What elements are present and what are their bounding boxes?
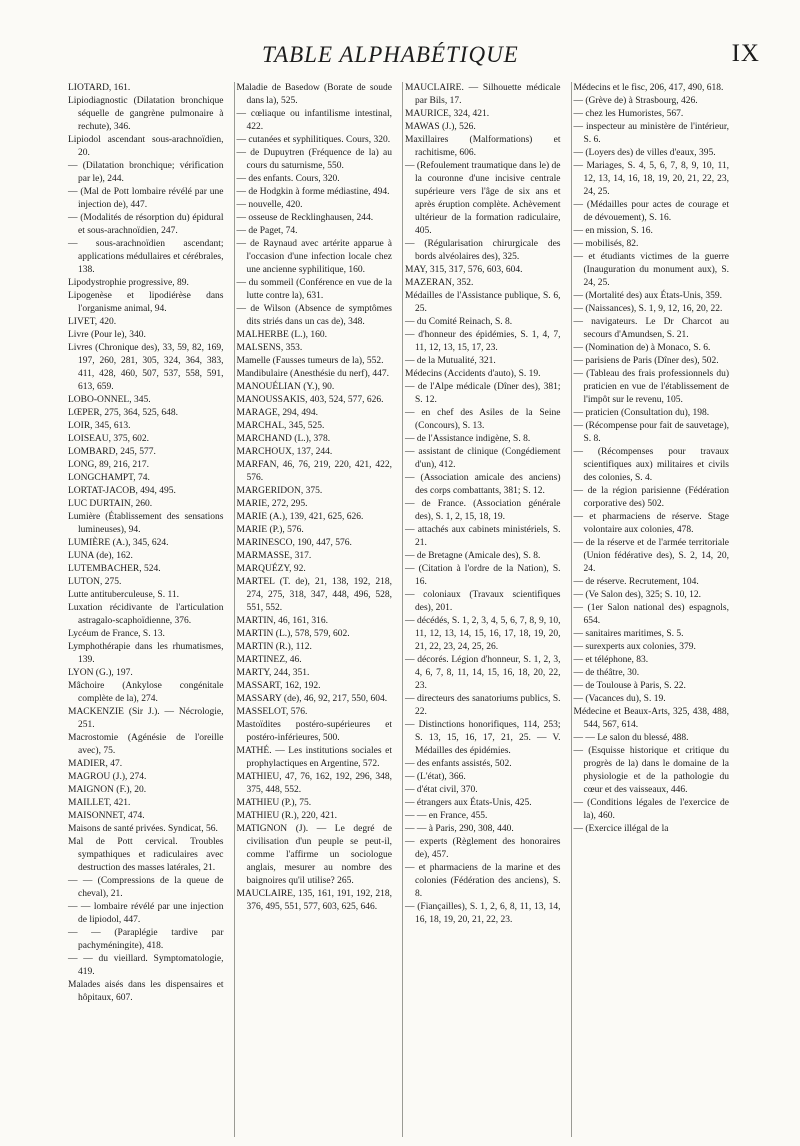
index-entry: — (Dilatation bronchique; vérification par le), 244. [68,161,224,184]
index-entry: — nouvelle, 420. [236,200,303,210]
index-entry: LŒPER, 275, 364, 525, 648. [68,408,179,418]
index-entry: — de l'Assistance indigène, S. 8. [405,434,531,444]
index-column-4 [571,82,732,1137]
index-entry: Mal de Pott cervical. Troubles sympathiques et radiculaires avec destruction des masses latérales, 21. [68,837,224,873]
index-entry: MARMASSE, 317. [236,551,312,561]
index-entry: MALSENS, 353. [236,343,303,353]
index-entry: — (Récompenses pour travaux scientifiques aux) militaires et civils des colonies, S. 4. [573,447,729,483]
index-entry: Lipiodiagnostic (Dilatation bronchique séquelle de gangrène pulmonaire à rechute), 346. [68,96,224,132]
index-entry: — (Esquisse historique et critique du progrès de la) dans le domaine de la physiologie et de la pathologie du cœur et des vaisseaux, 446. [573,746,729,795]
index-entry: — (Médailles pour actes de courage et de dévouement), S. 16. [573,200,729,223]
index-entry: — sous-arachnoïdien ascendant; applications médullaires et cérébrales, 138. [68,239,224,275]
index-entry: — de France. (Association générale des), S. 1, 2, 15, 18, 19. [405,499,561,522]
index-entry: — — en France, 455. [405,811,488,821]
index-entry: — de Raynaud avec artérite apparue à l'occasion d'une infection locale chez une ancienne syphilitique, 160. [236,239,392,275]
index-entry: — cœliaque ou infantilisme intestinal, 422. [236,109,392,132]
index-entry: MATHÉ. — Les institutions sociales et prophylactiques en Argentine, 572. [236,746,392,769]
index-entry: — navigateurs. Le Dr Charcot au secours d'Amundsen, S. 21. [573,317,729,340]
index-entry: — décorés. Légion d'honneur, S. 1, 2, 3, 4, 6, 7, 8, 11, 14, 15, 16, 18, 20, 22, 23. [405,655,561,691]
index-entry: MARINESCO, 190, 447, 576. [236,538,352,548]
index-entry: MARGERIDON, 375. [236,486,323,496]
index-entry: — inspecteur au ministère de l'intérieur, S. 6. [573,122,729,145]
index-entry: — attachés aux cabinets ministériels, S. 21. [405,525,561,548]
index-entry: LUNA (de), 162. [68,551,133,561]
index-columns [66,82,731,1137]
index-entry: Lumière (Établissement des sensations lumineuses), 94. [68,512,224,535]
index-entry: — d'honneur des épidémies, S. 1, 4, 7, 11, 12, 13, 15, 17, 23. [405,330,561,353]
index-entry: LIOTARD, 161. [68,83,131,93]
index-entry: LIVET, 420. [68,317,117,327]
index-entry: — (Récompense pour fait de sauvetage), S. 8. [573,421,729,444]
index-entry: MARCHAL, 345, 525. [236,421,325,431]
index-entry: — et pharmaciens de la marine et des colonies (Fédération des anciens), S. 8. [405,863,561,899]
index-entry: MAGROU (J.), 274. [68,772,147,782]
index-entry: — d'état civil, 370. [405,785,478,795]
index-entry: — (Loyers des) de villes d'eaux, 395. [573,148,716,158]
index-entry: — de Toulouse à Paris, S. 22. [573,681,686,691]
index-entry: — (Citation à l'ordre de la Nation), S. 16. [405,564,561,587]
index-entry: Lipiodol ascendant sous-arachnoïdien, 20. [68,135,224,158]
index-entry: LORTAT-JACOB, 494, 495. [68,486,176,496]
index-entry: MARCHAND (L.), 378. [236,434,331,444]
index-entry: Mandibulaire (Anesthésie du nerf), 447. [236,369,389,379]
index-entry: MARCHOUX, 137, 244. [236,447,333,457]
index-entry: — du Comité Reinach, S. 8. [405,317,513,327]
index-entry: — — à Paris, 290, 308, 440. [405,824,514,834]
index-entry: — mobilisés, 82. [573,239,639,249]
index-entry: MARIE (A.), 139, 421, 625, 626. [236,512,364,522]
index-entry: — — (Paraplégie tardive par pachyméningite), 418. [68,928,224,951]
index-entry: Maxillaires (Malformations) et rachitisme, 606. [405,135,561,158]
index-entry: — de Hodgkin à forme médiastine, 494. [236,187,390,197]
index-entry: — (Régularisation chirurgicale des bords alvéolaires des), 325. [405,239,561,262]
index-entry: — (L'état), 366. [405,772,466,782]
index-entry: MARTIN, 46, 161, 316. [236,616,329,626]
index-entry: MAIGNON (F.), 20. [68,785,147,795]
index-entry: — osseuse de Recklinghausen, 244. [236,213,374,223]
index-entry: Livre (Pour le), 340. [68,330,146,340]
index-entry: MARFAN, 46, 76, 219, 220, 421, 422, 576. [236,460,392,483]
index-entry: Maisons de santé privées. Syndicat, 56. [68,824,218,834]
index-entry: — chez les Humoristes, 567. [573,109,684,119]
index-entry: MANOUSSAKIS, 403, 524, 577, 626. [236,395,384,405]
index-entry: LUC DURTAIN, 260. [68,499,153,509]
index-entry: Lipodystrophie progressive, 89. [68,278,189,288]
index-entry: — (Grève de) à Strasbourg, 426. [573,96,698,106]
index-entry: — — du vieillard. Symptomatologie, 419. [68,954,224,977]
index-entry: — (Modalités de résorption du) épidural et sous-arachnoïdien, 247. [68,213,224,236]
index-entry: MAUCLAIRE. — Silhouette médicale par Bils, 17. [405,83,561,106]
index-entry: MANOUÉLIAN (Y.), 90. [236,382,335,392]
index-entry: — (Nomination de) à Monaco, S. 6. [573,343,711,353]
index-entry: — des enfants assistés, 502. [405,759,512,769]
index-entry: — (Mortalité des) aux États-Unis, 359. [573,291,723,301]
index-entry: — (Association amicale des anciens) des corps combattants, 381; S. 12. [405,473,561,496]
index-entry: Lutte antituberculeuse, S. 11. [68,590,179,600]
index-entry: MAWAS (J.), 526. [405,122,476,132]
index-entry: MARAGE, 294, 494. [236,408,319,418]
index-entry: — de Bretagne (Amicale des), S. 8. [405,551,541,561]
index-entry: LOIR, 345, 613. [68,421,131,431]
index-entry: Médecins et le fisc, 206, 417, 490, 618. [573,83,724,93]
index-entry: — (Ve Salon des), 325; S. 10, 12. [573,590,701,600]
index-entry: — (Vacances du), S. 19. [573,694,666,704]
index-entry: Maladie de Basedow (Borate de soude dans la), 525. [236,83,392,106]
index-entry: — (Refoulement traumatique dans le) de la couronne d'une incisive centrale supérieure vers l'âge de six ans et après éruption complète. Achèvement ultérieur de la formation radiculaire, 405. [405,161,561,236]
index-entry: MADIER, 47. [68,759,123,769]
index-entry: — (Tableau des frais professionnels du) praticien en vue de l'établissement de l'impôt sur le revenu, 105. [573,369,729,405]
index-entry: — de la région parisienne (Fédération corporative des) 502. [573,486,729,509]
page-number: IX [731,40,760,67]
index-entry: MARTIN (R.), 112. [236,642,312,652]
index-entry: Livres (Chronique des), 33, 59, 82, 169, 197, 260, 281, 305, 324, 364, 383, 411, 428, 460, 507, 537, 558, 591, 613, 659. [68,343,224,392]
index-entry: MARQUÉZY, 92. [236,564,306,574]
index-entry: MASSART, 162, 192. [236,681,321,691]
index-entry: MACKENZIE (Sir J.). — Nécrologie, 251. [68,707,224,730]
index-entry: LONG, 89, 216, 217. [68,460,150,470]
index-entry: — et téléphone, 83. [573,655,649,665]
index-entry: — experts (Règlement des honoraires de), 457. [405,837,561,860]
index-entry: — Distinctions honorifiques, 114, 253; S. 13, 15, 16, 17, 21, 25. — V. Médailles des épidémies. [405,720,561,756]
index-entry: — (Fiançailles), S. 1, 2, 6, 8, 11, 13, 14, 16, 18, 19, 20, 21, 22, 23. [405,902,561,925]
index-entry: — cutanées et syphilitiques. Cours, 320. [236,135,391,145]
index-entry: MARTEL (T. de), 21, 138, 192, 218, 274, 275, 318, 347, 448, 496, 528, 551, 552. [236,577,392,613]
index-entry: LOMBARD, 245, 577. [68,447,156,457]
index-entry: — (Naissances), S. 1, 9, 12, 16, 20, 22. [573,304,723,314]
index-entry: Malades aisés dans les dispensaires et hôpitaux, 607. [68,980,224,1003]
index-entry: Médecine et Beaux-Arts, 325, 438, 488, 544, 567, 614. [573,707,729,730]
index-entry: — coloniaux (Travaux scientifiques des), 201. [405,590,561,613]
index-entry: — assistant de clinique (Congédiement d'un), 412. [405,447,561,470]
index-entry: LOBO-ONNEL, 345. [68,395,151,405]
index-entry: MARTINEZ, 46. [236,655,302,665]
index-entry: — de Paget, 74. [236,226,298,236]
index-entry: MASSELOT, 576. [236,707,308,717]
index-entry: Lipogenèse et lipodiérèse dans l'organisme animal, 94. [68,291,224,314]
index-entry: — de la réserve et de l'armée territoriale (Union fédérative des), S. 2, 14, 20, 24. [573,538,729,574]
index-entry: MATHIEU (P.), 75. [236,798,312,808]
index-entry: MAURICE, 324, 421. [405,109,490,119]
index-entry: Lymphothérapie dans les rhumatismes, 139. [68,642,224,665]
index-entry: Mastoïdites postéro-supérieures et postéro-inférieures, 500. [236,720,392,743]
index-entry: — et étudiants victimes de la guerre (Inauguration du monument aux), S. 24, 25. [573,252,729,288]
index-entry: — des enfants. Cours, 320. [236,174,340,184]
index-entry: LONGCHAMPT, 74. [68,473,150,483]
index-entry: — de la Mutualité, 321. [405,356,496,366]
index-entry: — du sommeil (Conférence en vue de la lutte contre la), 631. [236,278,392,301]
page-title: TABLE ALPHABÉTIQUE [262,42,519,67]
index-entry: MAISONNET, 474. [68,811,145,821]
index-entry: — en mission, S. 16. [573,226,653,236]
index-entry: LUTEMBACHER, 524. [68,564,161,574]
index-entry: MAZERAN, 352. [405,278,474,288]
index-entry: Lycéum de France, S. 13. [68,629,165,639]
index-entry: — de Dupuytren (Fréquence de la) au cours du saturnisme, 550. [236,148,392,171]
index-entry: MATIGNON (J). — Le degré de civilisation d'un peuple se peut-il, comme l'affirme un sociologue anglais, mesurer au nombre des baignoires qu'il utilise? 265. [236,824,392,886]
index-entry: MARTIN (L.), 578, 579, 602. [236,629,350,639]
index-entry: MATHIEU, 47, 76, 162, 192, 296, 348, 375, 448, 552. [236,772,392,795]
index-entry: — en chef des Asiles de la Seine (Concours), S. 13. [405,408,561,431]
index-entry: — — lombaire révélé par une injection de lipiodol, 447. [68,902,224,925]
index-entry: MARTY, 244, 351. [236,668,310,678]
index-entry: Médecins (Accidents d'auto), S. 19. [405,369,541,379]
index-entry: — (Mal de Pott lombaire révélé par une injection de), 447. [68,187,224,210]
index-entry: — de Wilson (Absence de symptômes dits striés dans un cas de), 348. [236,304,392,327]
index-entry: — de théâtre, 30. [573,668,640,678]
index-entry: — (Exercice illégal de la [573,824,669,834]
index-entry: — — Le salon du blessé, 488. [573,733,689,743]
index-entry: — — (Compressions de la queue de cheval), 21. [68,876,224,899]
index-entry: — de l'Alpe médicale (Dîner des), 381; S. 12. [405,382,561,405]
index-entry: LYON (G.), 197. [68,668,133,678]
index-column-1 [66,82,226,1137]
index-entry: — directeurs des sanatoriums publics, S. 22. [405,694,561,717]
index-entry: — étrangers aux États-Unis, 425. [405,798,532,808]
index-entry: Mamelle (Fausses tumeurs de la), 552. [236,356,384,366]
index-entry: — (1er Salon national des) espagnols, 654. [573,603,729,626]
index-entry: — parisiens de Paris (Dîner des), 502. [573,356,719,366]
index-entry: — (Conditions légales de l'exercice de la), 460. [573,798,729,821]
index-entry: MASSARY (de), 46, 92, 217, 550, 604. [236,694,388,704]
index-entry: — de réserve. Recrutement, 104. [573,577,699,587]
index-entry: LUMIÈRE (A.), 345, 624. [68,538,169,548]
index-entry: MATHIEU (R.), 220, 421. [236,811,338,821]
index-entry: Macrostomie (Agénésie de l'oreille avec), 75. [68,733,224,756]
index-entry: — praticien (Consultation du), 198. [573,408,710,418]
index-column-2 [234,82,395,1137]
index-entry: — sanitaires maritimes, S. 5. [573,629,684,639]
index-entry: MALHERBE (L.), 160. [236,330,328,340]
index-column-3 [402,82,563,1137]
index-entry: LOISEAU, 375, 602. [68,434,150,444]
index-entry: Mâchoire (Ankylose congénitale complète de la), 274. [68,681,224,704]
index-entry: — Mariages, S. 4, 5, 6, 7, 8, 9, 10, 11, 12, 13, 14, 16, 18, 19, 20, 21, 22, 23, 24, 25. [573,161,729,197]
index-entry: LUTON, 275. [68,577,122,587]
index-entry: MAY, 315, 317, 576, 603, 604. [405,265,523,275]
index-entry: MAILLET, 421. [68,798,131,808]
index-entry: — et pharmaciens de réserve. Stage volontaire aux colonies, 478. [573,512,729,535]
index-entry: Luxation récidivante de l'articulation astragalo-scaphoïdienne, 376. [68,603,224,626]
index-entry: — décédés, S. 1, 2, 3, 4, 5, 6, 7, 8, 9, 10, 11, 12, 13, 14, 15, 16, 17, 18, 19, 20, 21, 22, 23, 24, 25, 26. [405,616,561,652]
index-entry: MARIE (P.), 576. [236,525,304,535]
index-entry: MAUCLAIRE, 135, 161, 191, 192, 218, 376, 495, 551, 577, 603, 625, 646. [236,889,392,912]
index-entry: Médailles de l'Assistance publique, S. 6, 25. [405,291,561,314]
index-entry: — surexperts aux colonies, 379. [573,642,696,652]
index-entry: MARIE, 272, 295. [236,499,308,509]
